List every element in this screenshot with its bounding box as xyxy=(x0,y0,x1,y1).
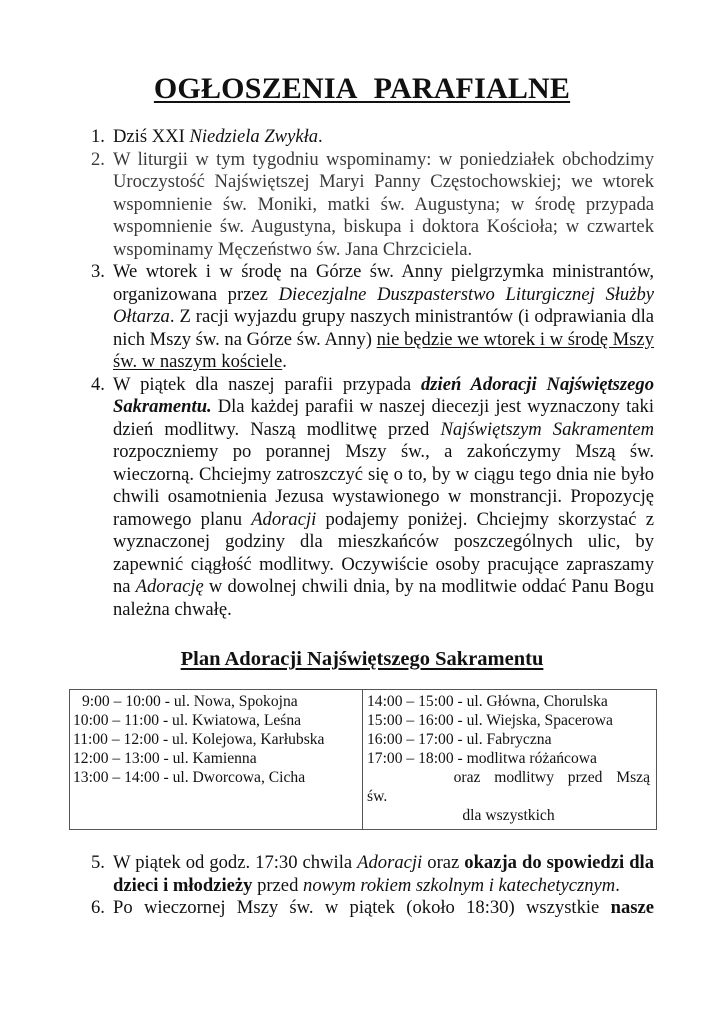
item-text-italic: Adoracji xyxy=(251,508,317,530)
plan-row: 10:00 – 11:00 - ul. Kwiatowa, Leśna xyxy=(73,712,302,729)
plan-row: oraz modlitwy przed Mszą xyxy=(453,769,650,786)
plan-row: 15:00 – 16:00 - ul. Wiejska, Spacerowa xyxy=(367,712,613,729)
item-text: oraz xyxy=(422,852,465,873)
item-text: . xyxy=(282,351,287,372)
item-number: 5. xyxy=(91,852,105,873)
plan-row: 14:00 – 15:00 - ul. Główna, Chorulska xyxy=(367,693,608,710)
plan-row: 9:00 – 10:00 - ul. Nowa, Spokojna xyxy=(82,693,298,710)
item-text-bold: okazja do spowiedzi dla dzieci i młodzieży xyxy=(113,852,654,896)
announcements-list xyxy=(91,126,655,621)
plan-row: 17:00 – 18:00 - modlitwa różańcowa xyxy=(367,750,597,767)
item-text: . Z racji wyjazdu grupy naszych ministrantów (i odprawiania dla nich Mszy św. na Górze św. Anny) xyxy=(113,306,654,350)
item-text: W piątek od godz. 17:30 chwila xyxy=(113,852,358,873)
item-text: przed xyxy=(252,874,304,896)
plan-row: św. xyxy=(367,788,388,805)
announcement-item-3 xyxy=(91,261,654,374)
item-number: 6. xyxy=(91,897,105,918)
item-number: 4. xyxy=(91,373,105,395)
announcement-item-2 xyxy=(91,148,654,262)
item-text: w dowolnej chwili dnia, by na modlitwie oddać Panu Bogu należna chwałę. xyxy=(113,576,654,620)
plan-row: 16:00 – 17:00 - ul. Fabryczna xyxy=(367,731,552,748)
plan-heading: Plan Adoracji Najświętszego Sakramentu xyxy=(180,648,544,670)
item-number: 2. xyxy=(91,148,105,170)
item-number: 1. xyxy=(91,126,105,147)
item-text: rozpoczniemy po porannej Mszy św., a zakończymy Mszą św. wieczorną. Chciejmy zatroszczyć się o to, by w ciągu tego dnia nie było chwili osamotnienia Jezusa wystawionego w monstrancji. Propozycję ramowego planu xyxy=(113,441,654,530)
plan-column-left xyxy=(70,690,363,829)
item-text: W piątek dla naszej parafii przypada xyxy=(113,373,421,395)
item-text: . xyxy=(318,126,323,147)
adoration-plan-table xyxy=(69,689,657,830)
item-number: 3. xyxy=(91,261,105,282)
announcement-item-4 xyxy=(91,373,655,622)
item-text-italic: nowym rokiem szkolnym i katechetycznym xyxy=(303,874,616,896)
item-text: Po wieczornej Mszy św. w piątek (około 18:30) wszystkie xyxy=(113,897,611,918)
item-text: W liturgii w tym tygodniu wspominamy: w poniedziałek obchodzimy Uroczystość Najświętszej Maryi Panny Częstochowskiej; we wtorek wspomnienie św. Moniki, matki św. Augustyna; w środę przypada wspomnienie św. Augustyna, biskupa i doktora Kościoła; w czwartek wspominamy Męczeństwo św. Jana Chrzciciela. xyxy=(113,148,654,260)
item-text-italic: Diecezjalne Duszpasterstwo Liturgicznej Służby Ołtarza xyxy=(113,283,654,327)
announcement-item-5 xyxy=(91,852,654,897)
announcement-item-1 xyxy=(91,126,654,149)
item-text-underlined: nie będzie we wtorek i w środę Mszy św. w naszym kościele xyxy=(113,328,654,372)
plan-row: 13:00 – 14:00 - ul. Dworcowa, Cicha xyxy=(73,769,306,786)
item-text: Dziś XXI xyxy=(113,126,190,147)
plan-row: 11:00 – 12:00 - ul. Kolejowa, Karłubska xyxy=(73,731,325,748)
plan-row: 12:00 – 13:00 - ul. Kamienna xyxy=(73,750,257,767)
item-text-italic: Najświętszym Sakramentem xyxy=(440,418,654,440)
item-text: We wtorek i w środę na Górze św. Anny pielgrzymka ministrantów, organizowana przez xyxy=(113,261,654,305)
announcements-list-continued xyxy=(91,852,654,920)
item-text-italic: Adoracji xyxy=(357,852,423,873)
plan-column-right xyxy=(363,690,656,829)
page-title: OGŁOSZENIA PARAFIALNE xyxy=(153,72,571,105)
item-text-bold-italic: dzień Adoracji Najświętszego Sakramentu. xyxy=(113,373,654,417)
item-text: . xyxy=(615,874,620,896)
item-text-italic: Adorację xyxy=(135,576,204,597)
item-text-bold: nasze xyxy=(610,897,654,918)
announcement-item-6 xyxy=(91,897,654,920)
item-text: Dla każdej parafii w naszej diecezji jest wyznaczony taki dzień modlitwy. Naszą modlitwę przed xyxy=(113,396,654,440)
item-text: podajemy poniżej. Chciejmy skorzystać z wyznaczonej godziny dla mieszkańców poszczególnych ulic, by zapewnić ciągłość modlitwy. Oczywiście osoby pracujące zapraszamy na xyxy=(113,508,655,597)
plan-row: dla wszystkich xyxy=(462,807,555,824)
item-text-italic: Niedziela Zwykła xyxy=(189,126,319,147)
